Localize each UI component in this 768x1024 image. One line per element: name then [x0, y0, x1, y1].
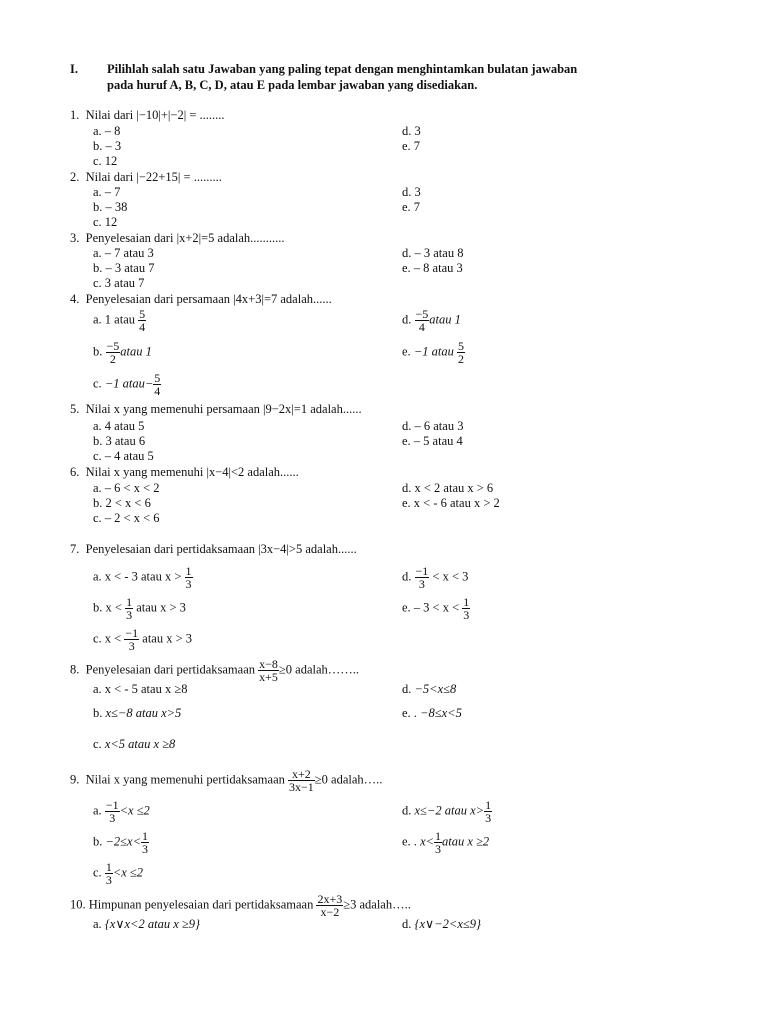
question-number: 7.: [70, 542, 80, 556]
option-c[interactable]: c. 12: [93, 215, 118, 229]
option-e[interactable]: e. −1 atau $\frac{5}{2}$: [402, 339, 464, 366]
question-text: Nilai x yang memenuhi persamaan: [85, 402, 263, 416]
option-d[interactable]: d. 3: [402, 124, 421, 138]
fraction: $\frac{-1}{3}$: [415, 564, 429, 591]
option-a[interactable]: a. – 6 < x < 2: [93, 481, 160, 495]
option-b[interactable]: b. – 38: [93, 200, 128, 214]
option-d[interactable]: d. $\frac{-5}{4}$ atau 1: [402, 307, 461, 334]
option-e[interactable]: e. . x< $\frac{1}{3}$ atau x ≥2: [402, 829, 490, 856]
option-c[interactable]: c. x<5 atau x ≥8: [93, 737, 176, 751]
section-number: I.: [70, 62, 78, 76]
question-text: Penyelesaian dari pertidaksamaan: [85, 662, 259, 677]
option-a[interactable]: a. x < - 5 atau x ≥8: [93, 682, 188, 696]
fraction: $\frac{x-8}{x+5}$: [259, 657, 278, 684]
option-a[interactable]: a. 4 atau 5: [93, 419, 145, 433]
option-c[interactable]: c. – 4 atau 5: [93, 449, 154, 463]
question-text: Himpunan penyelesaian dari pertidaksamaan: [88, 897, 317, 912]
option-e[interactable]: e. . −8≤x<5: [402, 706, 462, 720]
option-a[interactable]: a. 1 atau $\frac{5}{4}$: [93, 307, 146, 334]
question-text: Penyelesaian dari: [85, 231, 177, 245]
option-c[interactable]: c. 3 atau 7: [93, 276, 145, 290]
question-expression: |4x+3|=7: [233, 292, 278, 306]
question-expression: |x+2|=5: [176, 231, 215, 245]
fraction: $\frac{-1}{3}$: [105, 798, 119, 825]
option-b[interactable]: b. – 3 atau 7: [93, 261, 155, 275]
option-d[interactable]: d. 3: [402, 185, 421, 199]
option-a[interactable]: a. – 8: [93, 124, 121, 138]
question-9: [70, 768, 382, 793]
option-b[interactable]: b. – 3: [93, 139, 122, 153]
question-expression: |−22+15| = .........: [136, 170, 222, 184]
question-expression: |x−4|<2: [206, 465, 245, 479]
option-e[interactable]: e. – 5 atau 4: [402, 434, 463, 448]
fraction: $\frac{1}{3}$: [126, 595, 133, 622]
instruction-line-1: Pilihlah salah satu Jawaban yang paling tepat dengan menghintamkan bulatan jawaban: [107, 62, 578, 76]
option-a[interactable]: a. – 7: [93, 185, 121, 199]
option-c[interactable]: c. −1 atau− $\frac{5}{4}$: [93, 371, 161, 398]
option-d[interactable]: d. x < 2 atau x > 6: [402, 481, 494, 495]
option-c[interactable]: c. – 2 < x < 6: [93, 511, 160, 525]
option-d[interactable]: d. x≤−2 atau x> $\frac{1}{3}$: [402, 798, 492, 825]
question-number: 2.: [70, 170, 80, 184]
question-text: Penyelesaian dari persamaan: [85, 292, 234, 306]
question-4: [70, 292, 332, 307]
option-b[interactable]: b. $\frac{-5}{2}$ atau 1: [93, 339, 152, 366]
question-suffix: adalah......: [277, 292, 332, 306]
option-d[interactable]: d. −5<x≤8: [402, 682, 457, 696]
option-d[interactable]: d. $\frac{-1}{3}$ < x < 3: [402, 564, 469, 591]
fraction: $\frac{-1}{3}$: [125, 626, 139, 653]
question-number: 1.: [70, 108, 80, 122]
question-text: Nilai dari: [85, 170, 137, 184]
question-8: [70, 658, 359, 683]
option-b[interactable]: b. 3 atau 6: [93, 434, 146, 448]
question-expression: |−10|+|−2| = ........: [136, 108, 225, 122]
question-number: 8.: [70, 662, 80, 677]
option-b[interactable]: b. 2 < x < 6: [93, 496, 151, 510]
option-a[interactable]: a. {x∨x<2 atau x ≥9}: [93, 917, 200, 931]
question-number: 5.: [70, 402, 80, 416]
option-d[interactable]: d. – 3 atau 8: [402, 246, 464, 260]
option-a[interactable]: a. x < - 3 atau x > $\frac{1}{3}$: [93, 564, 192, 591]
fraction: $\frac{1}{3}$: [463, 595, 470, 622]
question-expression: |9−2x|=1: [263, 402, 308, 416]
question-suffix: ≥0 adalah…..: [314, 772, 383, 787]
option-e[interactable]: e. x < - 6 atau x > 2: [402, 496, 500, 510]
question-text: Nilai x yang memenuhi: [85, 465, 207, 479]
fraction: $\frac{1}{3}$: [105, 860, 112, 887]
option-b[interactable]: b. x < $\frac{1}{3}$ atau x > 3: [93, 595, 186, 622]
option-d[interactable]: d. {x∨−2<x≤9}: [402, 917, 481, 931]
fraction: $\frac{5}{4}$: [154, 371, 161, 398]
option-d[interactable]: d. – 6 atau 3: [402, 419, 464, 433]
option-e[interactable]: e. – 8 atau 3: [402, 261, 463, 275]
question-3: [70, 231, 285, 246]
option-c[interactable]: c. 12: [93, 154, 118, 168]
question-suffix: ≥3 adalah…..: [343, 897, 411, 912]
fraction: $\frac{x+2}{3x-1}$: [289, 767, 314, 794]
question-number: 10.: [70, 897, 86, 912]
question-expression: |3x−4|>5: [258, 542, 303, 556]
question-1: [70, 108, 225, 123]
option-c[interactable]: c. x < $\frac{-1}{3}$ atau x > 3: [93, 626, 193, 653]
question-number: 4.: [70, 292, 80, 306]
option-b[interactable]: b. x≤−8 atau x>5: [93, 706, 182, 720]
question-7: [70, 542, 357, 557]
question-suffix: adalah...........: [214, 231, 285, 245]
question-suffix: adalah......: [307, 402, 362, 416]
fraction: $\frac{5}{4}$: [139, 307, 146, 334]
question-suffix: ≥0 adalah……..: [278, 662, 360, 677]
question-10: [70, 893, 411, 918]
fraction: $\frac{1}{3}$: [435, 829, 442, 856]
question-6: [70, 465, 299, 480]
question-text: Penyelesaian dari pertidaksamaan: [85, 542, 259, 556]
fraction: $\frac{5}{2}$: [457, 339, 464, 366]
fraction: $\frac{1}{3}$: [142, 829, 149, 856]
fraction: $\frac{1}{3}$: [185, 564, 192, 591]
fraction: $\frac{-5}{4}$: [415, 307, 429, 334]
question-suffix: adalah......: [244, 465, 299, 479]
option-b[interactable]: b. −2≤x< $\frac{1}{3}$: [93, 829, 149, 856]
option-e[interactable]: e. 7: [402, 200, 421, 214]
question-text: Nilai x yang memenuhi pertidaksamaan: [85, 772, 288, 787]
fraction: $\frac{1}{3}$: [485, 798, 492, 825]
question-number: 6.: [70, 465, 80, 479]
fraction: $\frac{-5}{2}$: [106, 339, 120, 366]
question-2: [70, 170, 222, 185]
question-5: [70, 402, 362, 417]
question-suffix: adalah......: [302, 542, 357, 556]
instruction-line-2: pada huruf A, B, C, D, atau E pada lembar jawaban yang disediakan.: [107, 78, 478, 92]
question-number: 3.: [70, 231, 80, 245]
fraction: $\frac{2x+3}{x-2}$: [317, 892, 343, 919]
option-e[interactable]: e. – 3 < x < $\frac{1}{3}$: [402, 595, 470, 622]
question-text: Nilai dari: [85, 108, 137, 122]
option-c[interactable]: c. $\frac{1}{3}$ <x ≤2: [93, 860, 144, 887]
option-a[interactable]: a. – 7 atau 3: [93, 246, 154, 260]
option-e[interactable]: e. 7: [402, 139, 421, 153]
question-number: 9.: [70, 772, 80, 787]
option-a[interactable]: a. $\frac{-1}{3}$ <x ≤2: [93, 798, 150, 825]
